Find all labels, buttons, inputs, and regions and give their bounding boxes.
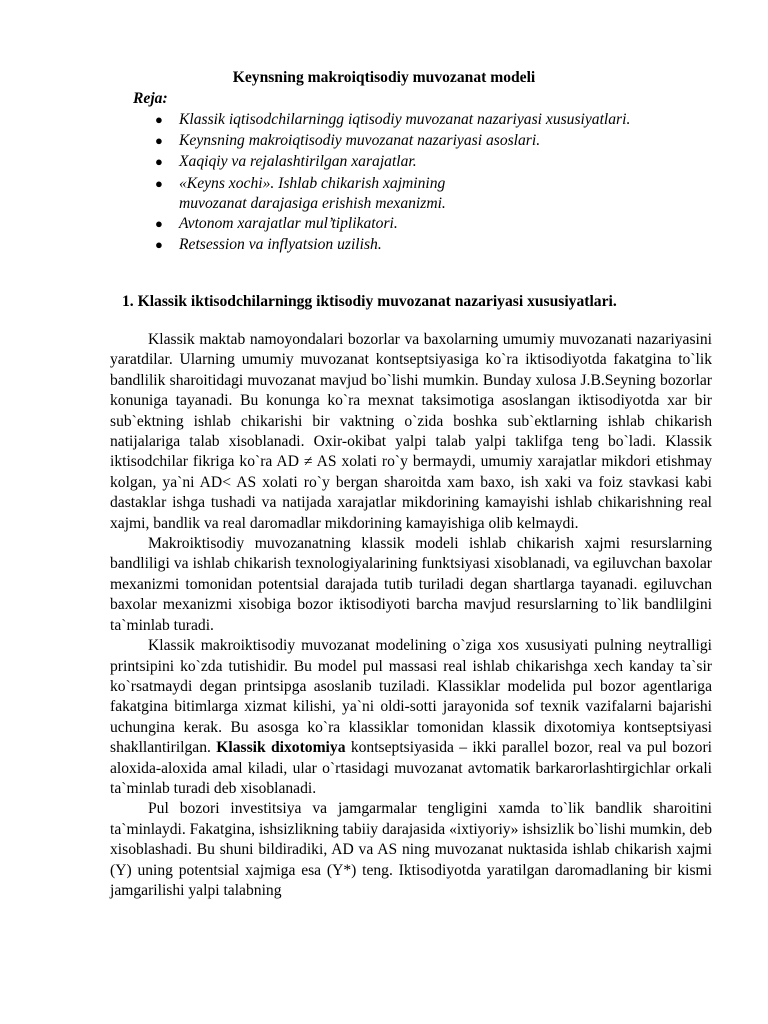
plan-item-text: Klassik iqtisodchilarningg iqtisodiy muvozanat nazariyasi xususiyatlari.	[179, 111, 631, 128]
section-heading: 1. Klassik iktisodchilarningg iktisodiy muvozanat nazariyasi xususiyatlari.	[122, 293, 617, 310]
bullet-icon: ●	[155, 133, 163, 148]
plan-item-text: Xaqiqiy va rejalashtirilgan xarajatlar.	[179, 153, 417, 170]
plan-item-text: «Keyns xochi». Ishlab chikarish xajmining muvozanat darajasiga erishish mexanizmi.	[179, 175, 446, 213]
bullet-icon: ●	[155, 216, 163, 231]
paragraph: Makroiktisodiy muvozanatning klassik modeli ishlab chikarish xajmi resurslarning bandliligi va ishlab chikarish texnologiyalarining funktsiyasi xisoblanadi, va egiluvchan baxolar mexanizmi tomonidan potentsial darajada tutib turiladi degan shartlarga tayanadi. egiluvchan baxolar mexanizmi xisobiga bozor iktisodiyoti barcha mavjud resurslarning to`lik bandlilgini ta`minlab turadi.	[110, 535, 712, 634]
plan-label: Reja:	[133, 90, 168, 107]
bullet-icon: ●	[155, 154, 163, 169]
plan-item-text: Keynsning makroiqtisodiy muvozanat nazariyasi asoslari.	[179, 132, 541, 149]
paragraph-text: kontseptsiyasida – ikki parallel bozor, real va pul bozori aloxida-aloxida amal kiladi, ular o`rtasidagi muvozanat avtomatik barkarorlashtirgichlar orkali ta`minlab turadi deb xisoblanadi.	[110, 739, 712, 797]
paragraph: Klassik maktab namoyondalari bozorlar va baxolarning umumiy muvozanati nazariyasini yaratdilar. Ularning umumiy muvozanat kontseptsiyasiga ko`ra iktisodiyotda fakatgina to`lik bandlilik sharoitidagi muvozanat mavjud bo`lishi mumkin. Bunday xulosa J.B.Seyning bozorlar konuniga tayanadi. Bu konunga ko`ra mexnat taksimotiga asoslangan iktisodiyotda xar bir sub`ektning ishlab chikarishi bir vaktning o`zida boshka sub`ektlarning ishlab chikarish natijalariga talab xisoblanadi. Oxir-okibat yalpi talab yalpi taklifga teng bo`ladi. Klassik iktisodchilar fikriga ko`ra AD ≠ AS xolati ro`y bermaydi, umumiy xarajatlar mikdori etishmay kolgan, ya`ni AD< AS xolati ro`y bergan sharoitda xam baxo, ish xaki va foiz stavkasi kabi dastaklar ishga tushadi va natijada xarajatlar mikdorining kamayishi ishlab chikarishning real xajmi, bandlik va real daromadlar mikdorining kamayishiga olib kelmaydi.	[110, 331, 712, 532]
bullet-icon: ●	[155, 237, 163, 252]
paragraph: Pul bozori investitsiya va jamgarmalar tengligini xamda to`lik bandlik sharoitini ta`minlaydi. Fakatgina, ishsizlikning tabiiy darajasida «ixtiyoriy» ishsizlik bo`lishi mumkin, deb xisoblashadi. Bu shuni bildiradiki, AD va AS ning muvozanat nuktasida ishlab chikarish xajmi (Y) uning potentsial xajmiga esa (Y*) teng. Iktisodiyotda yaratilgan daromadlaning bir kismi jamgarilishi yalpi talabning	[110, 800, 713, 899]
bullet-icon: ●	[155, 176, 163, 191]
document-title: Keynsning makroiqtisodiy muvozanat modeli	[232, 69, 536, 86]
bold-term: Klassik dixotomiya	[216, 739, 346, 757]
paragraph	[110, 636, 712, 799]
plan-item-text: Retsession va inflyatsion uzilish.	[179, 236, 382, 253]
bullet-icon: ●	[155, 112, 163, 127]
paragraph-text: Klassik makroiktisodiy muvozanat modelining o`ziga xos xususiyati pulning neytralligi printsipini ko`zda tutishidir. Bu model pul massasi real ishlab chikarishga xech kanday ta`sir ko`rsatmaydi degan printsipga asoslanib tuziladi. Klassiklar modelida pul bozor agentlariga fakatgina bitimlarga xizmat kilishi, ya`ni oldi-sotti jarayonida sof texnik vazifalarni bajarishi uchungina kerak. Bu asosga ko`ra klassiklar tomonidan klassik dixotomiya kontseptsiyasi shakllantirilgan.	[110, 637, 712, 757]
body-text	[110, 330, 712, 901]
plan-item-text: Avtonom xarajatlar mul’tiplikatori.	[179, 215, 398, 232]
